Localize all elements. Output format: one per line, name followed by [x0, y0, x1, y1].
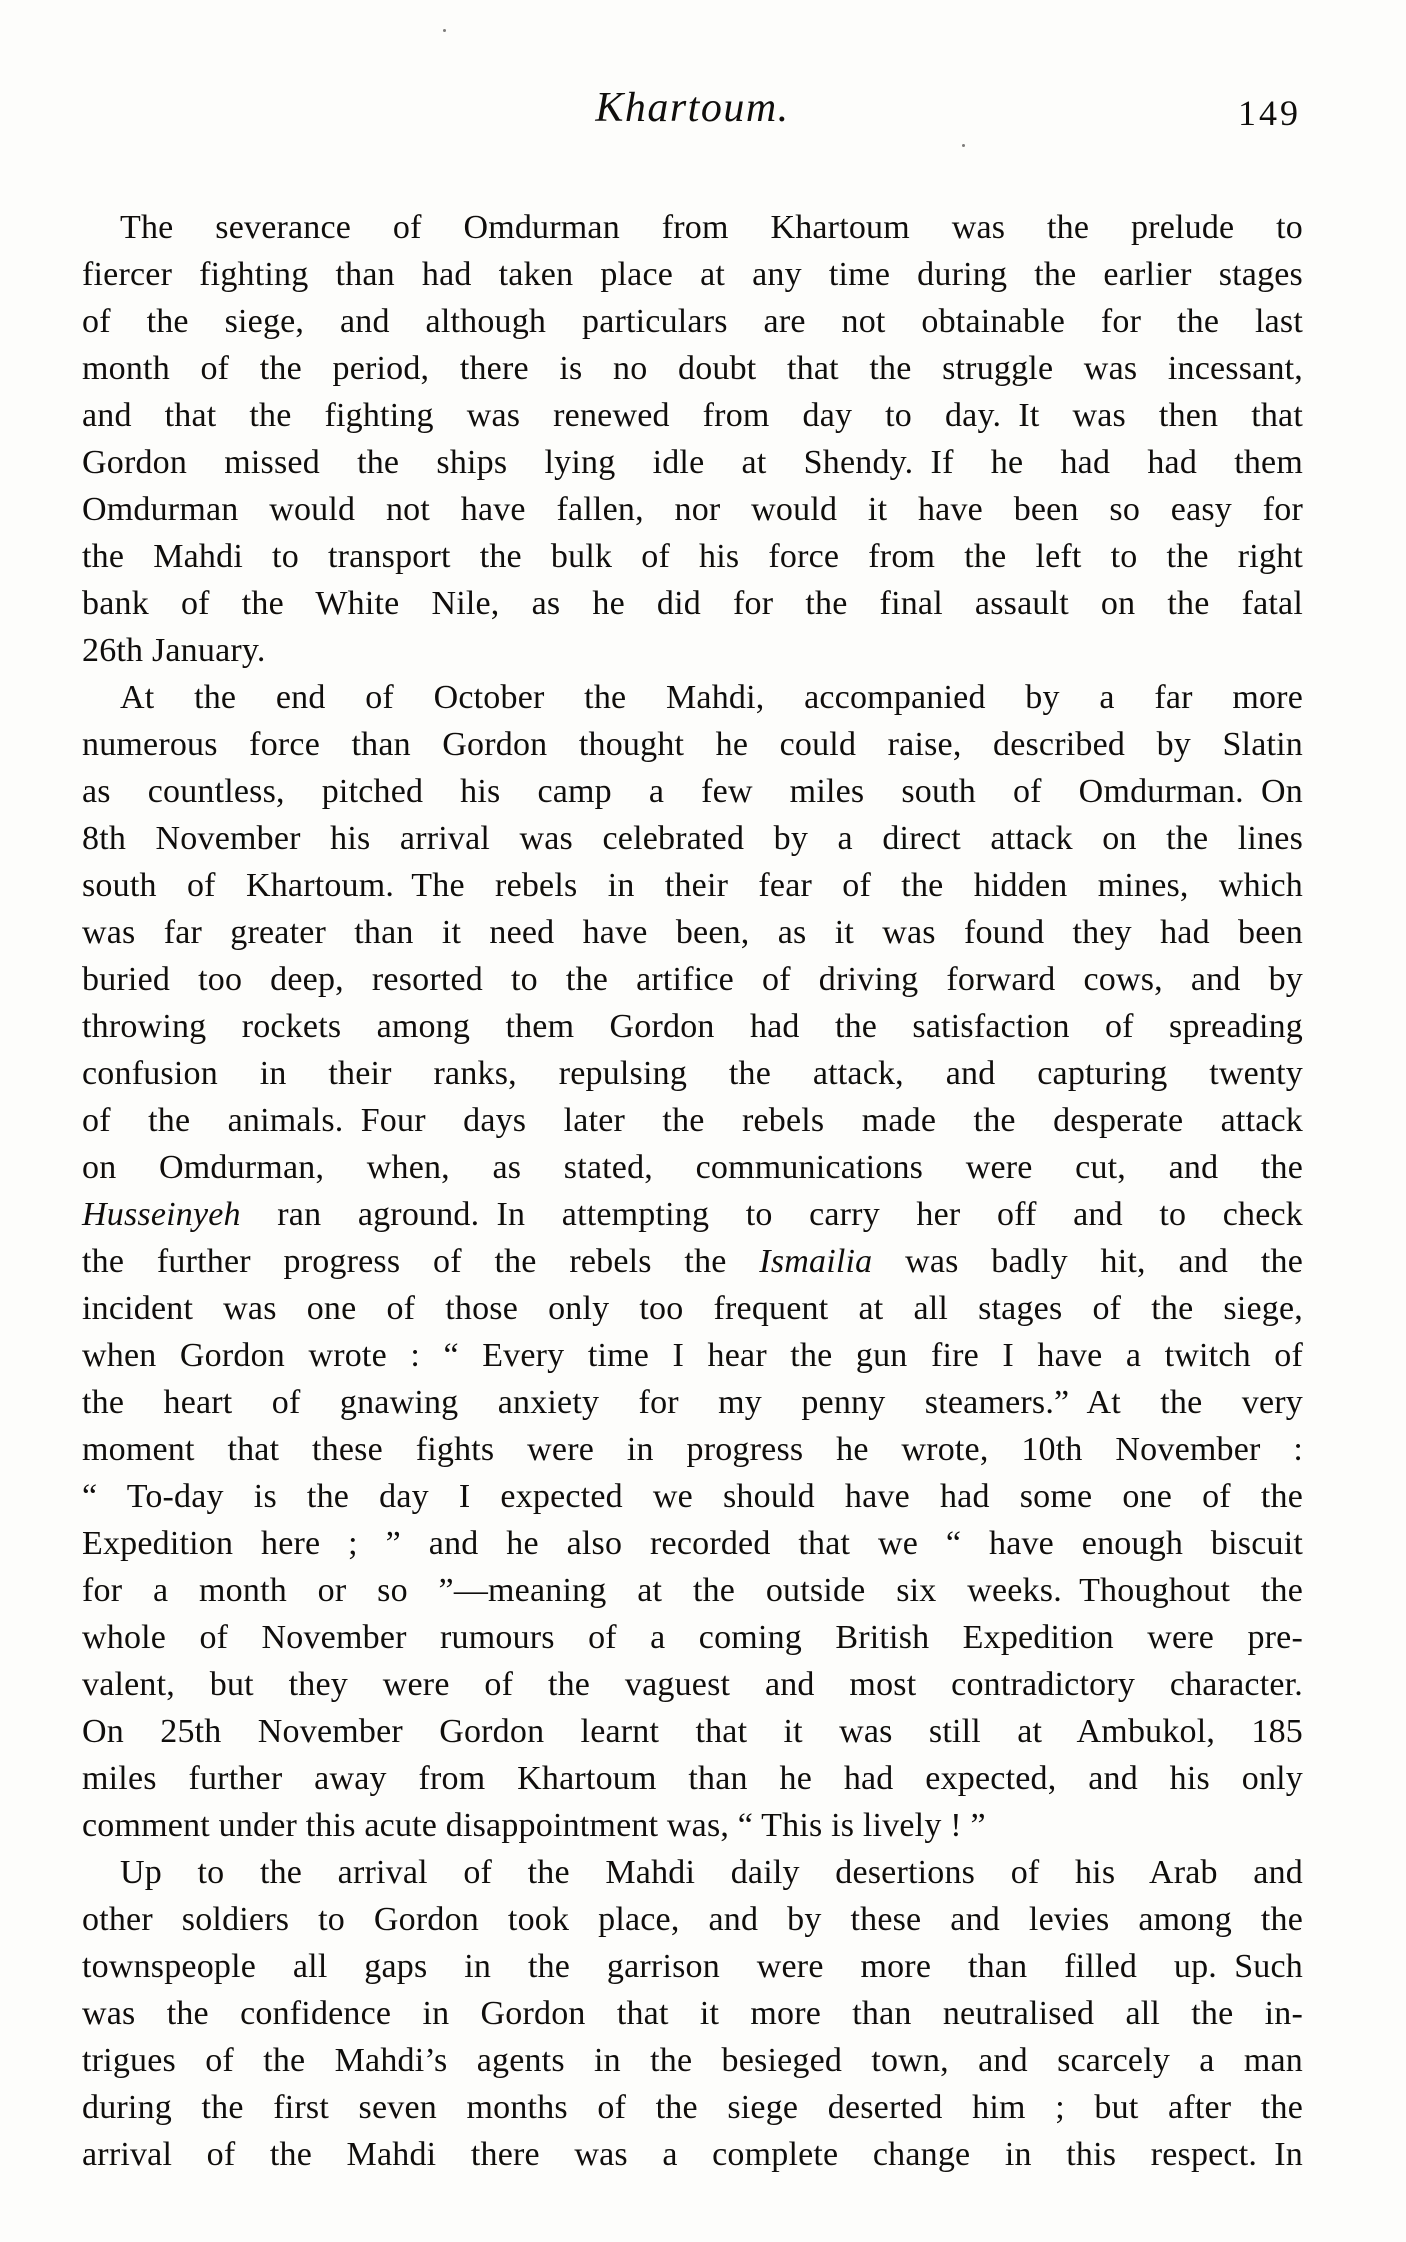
paragraph — [82, 674, 1303, 1849]
text-line: and that the fighting was renewed from day to day. It was then that — [82, 397, 1303, 434]
text-line: On 25th November Gordon learnt that it was still at Ambukol, 185 — [82, 1713, 1303, 1750]
text-line: was far greater than it need have been, as it was found they had been — [82, 914, 1303, 951]
page-number: 149 — [1238, 93, 1301, 133]
scan-speck — [443, 29, 446, 32]
text-line: the heart of gnawing anxiety for my penny steamers.” At the very — [82, 1384, 1303, 1421]
text-line: Gordon missed the ships lying idle at Shendy. If he had had them — [82, 444, 1303, 481]
text-line: of the siege, and although particulars are not obtainable for the last — [82, 303, 1303, 340]
text-line: moment that these fights were in progress he wrote, 10th November : — [82, 1431, 1303, 1468]
text-line: was the confidence in Gordon that it more than neutralised all the in- — [82, 1995, 1303, 2032]
ship-name-ismailia: Ismailia — [759, 1243, 873, 1280]
text-segment: was badly hit, and the — [872, 1243, 1303, 1280]
text-line: the Mahdi to transport the bulk of his force from the left to the right — [82, 538, 1303, 575]
text-line: Omdurman would not have fallen, nor would it have been so easy for — [82, 491, 1303, 528]
text-line: for a month or so ”—meaning at the outside six weeks. Thoughout the — [82, 1572, 1303, 1609]
text-line — [82, 1238, 1303, 1285]
ship-name-husseinyeh: Husseinyeh — [82, 1196, 241, 1233]
paragraph — [82, 1849, 1303, 2178]
text-line: comment under this acute disappointment was, “ This is lively ! ” — [82, 1807, 986, 1844]
text-line: of the animals. Four days later the rebels made the desperate attack — [82, 1102, 1303, 1139]
text-line: “ To-day is the day I expected we should have had some one of the — [82, 1478, 1303, 1515]
text-segment: ran aground. In attempting to carry her off and to check — [240, 1196, 1303, 1233]
text-column — [82, 204, 1303, 2178]
text-line: during the first seven months of the siege deserted him ; but after the — [82, 2089, 1303, 2126]
text-segment: the further progress of the rebels the — [82, 1243, 760, 1280]
text-line: Up to the arrival of the Mahdi daily desertions of his Arab and — [120, 1854, 1303, 1891]
text-line: fiercer fighting than had taken place at any time during the earlier stages — [82, 256, 1303, 293]
text-line: month of the period, there is no doubt that the struggle was incessant, — [82, 350, 1303, 387]
paragraph — [82, 204, 1303, 674]
text-line: south of Khartoum. The rebels in their fear of the hidden mines, which — [82, 867, 1303, 904]
text-line: as countless, pitched his camp a few miles south of Omdurman. On — [82, 773, 1303, 810]
text-line: bank of the White Nile, as he did for the final assault on the fatal — [82, 585, 1303, 622]
text-line: throwing rockets among them Gordon had the satisfaction of spreading — [82, 1008, 1303, 1045]
text-line: 8th November his arrival was celebrated by a direct attack on the lines — [82, 820, 1303, 857]
text-line: 26th January. — [82, 632, 266, 669]
text-line — [82, 1191, 1303, 1238]
text-line: numerous force than Gordon thought he could raise, described by Slatin — [82, 726, 1303, 763]
text-line: valent, but they were of the vaguest and most contradictory character. — [82, 1666, 1303, 1703]
text-line: miles further away from Khartoum than he had expected, and his only — [82, 1760, 1303, 1797]
text-line: At the end of October the Mahdi, accompanied by a far more — [120, 679, 1303, 716]
text-line: whole of November rumours of a coming British Expedition were pre- — [82, 1619, 1303, 1656]
text-line: Expedition here ; ” and he also recorded that we “ have enough biscuit — [82, 1525, 1303, 1562]
text-line: arrival of the Mahdi there was a complete change in this respect. In — [82, 2136, 1303, 2173]
text-line: trigues of the Mahdi’s agents in the besieged town, and scarcely a man — [82, 2042, 1303, 2079]
text-line: on Omdurman, when, as stated, communications were cut, and the — [82, 1149, 1303, 1186]
text-line: incident was one of those only too frequent at all stages of the siege, — [82, 1290, 1303, 1327]
text-line: buried too deep, resorted to the artifice of driving forward cows, and by — [82, 961, 1303, 998]
text-line: when Gordon wrote : “ Every time I hear the gun fire I have a twitch of — [82, 1337, 1303, 1374]
scan-speck — [962, 144, 965, 147]
page-header — [82, 84, 1303, 144]
running-title: Khartoum. — [595, 85, 790, 131]
text-line: The severance of Omdurman from Khartoum was the prelude to — [120, 209, 1303, 246]
text-line: other soldiers to Gordon took place, and by these and levies among the — [82, 1901, 1303, 1938]
text-line: confusion in their ranks, repulsing the attack, and capturing twenty — [82, 1055, 1303, 1092]
text-line: townspeople all gaps in the garrison were more than filled up. Such — [82, 1948, 1303, 1985]
